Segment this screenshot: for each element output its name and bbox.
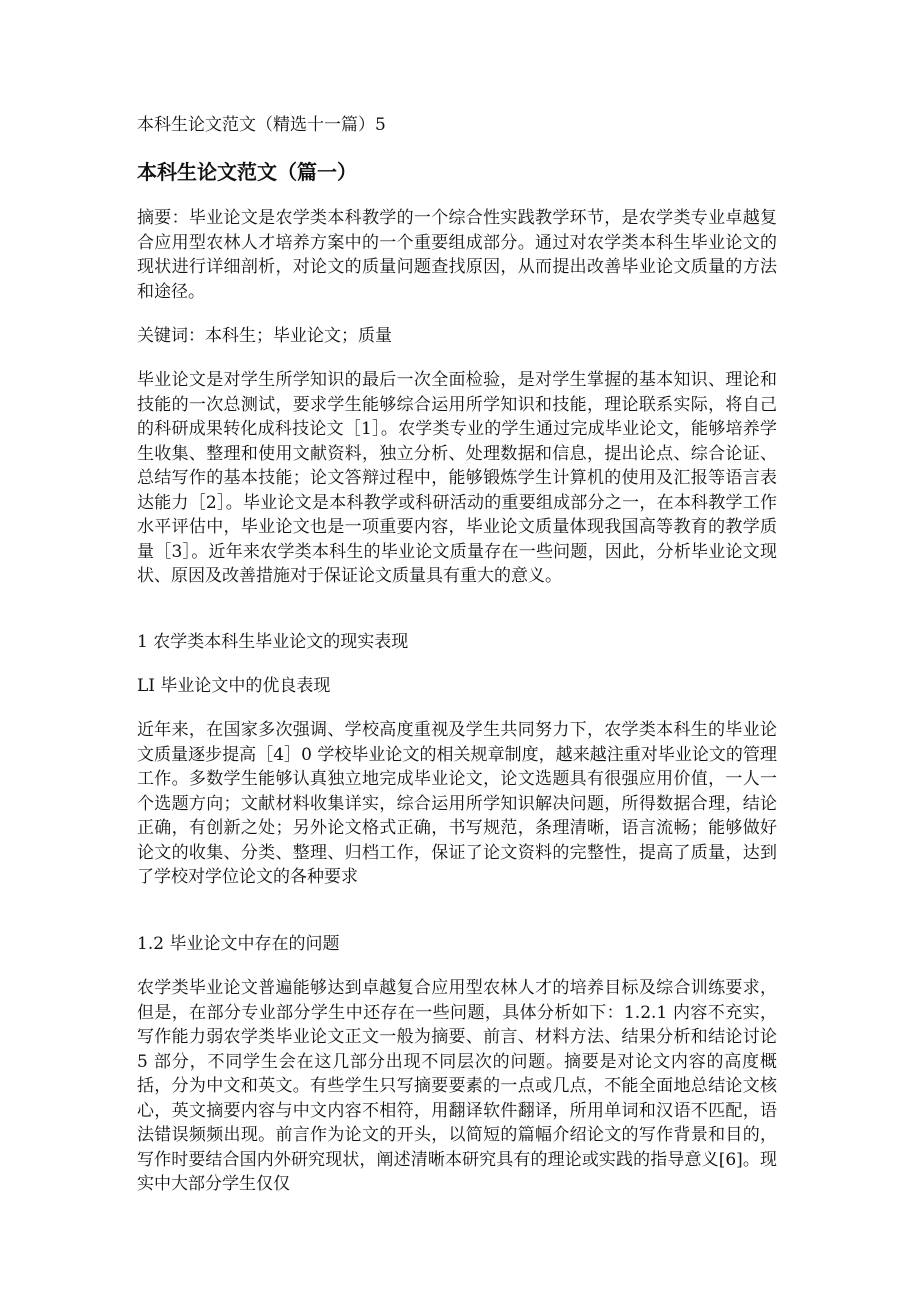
keywords-line: 关键词：本科生；毕业论文；质量 bbox=[137, 326, 392, 346]
section-heading: 本科生论文范文（篇一） bbox=[137, 160, 357, 184]
section-1-2-heading: 1.2 毕业论文中存在的问题 bbox=[137, 934, 340, 954]
abstract-paragraph: 摘要：毕业论文是农学类本科教学的一个综合性实践教学环节，是农学类专业卓越复合应用型农林人才培养方案中的一个重要组成部分。通过对农学类本科生毕业论文的现状进行详细剖析，对论文的质量问题查找原因，从而提出改善毕业论文质量的方法和途径。 bbox=[137, 208, 777, 302]
section-1-1-paragraph: 近年来，在国家多次强调、学校高度重视及学生共同努力下，农学类本科生的毕业论文质量逐步提高［4］0 学校毕业论文的相关规章制度，越来越注重对毕业论文的管理工作。多数学生能够认真独立地完成毕业论文，论文选题具有很强应用价值，一人一个选题方向；文献材料收集详实，综合运用所学知识解决问题，所得数据合理，结论正确，有创新之处；另外论文格式正确，书写规范，条理清晰，语言流畅；能够做好论文的收集、分类、整理、归档工作，保证了论文资料的完整性，提高了质量，达到了学校对学位论文的各种要求 bbox=[137, 720, 777, 887]
section-1-2-paragraph: 农学类毕业论文普遍能够达到卓越复合应用型农林人才的培养目标及综合训练要求，但是，在部分专业部分学生中还存在一些问题，具体分析如下：1.2.1 内容不充实，写作能力弱农学类毕业论文正文一般为摘要、前言、材料方法、结果分析和结论讨论 5 部分，不同学生会在这几部分出现不同层次的问题。摘要是对论文内容的高度概括，分为中文和英文。有些学生只写摘要要素的一点或几点，不能全面地总结论文核心，英文摘要内容与中文内容不相符，用翻译软件翻译，所用单词和汉语不匹配，语法错误频频出现。前言作为论文的开头，以简短的篇幅介绍论文的写作背景和目的，写作时要结合国内外研究现状，阐述清晰本研究具有的理论或实践的指导意义[6]。现实中大部分学生仅仅 bbox=[137, 978, 777, 1194]
section-1-1-heading: LI 毕业论文中的优良表现 bbox=[137, 676, 331, 696]
document-title: 本科生论文范文（精选十一篇）5 bbox=[137, 115, 386, 135]
intro-paragraph: 毕业论文是对学生所学知识的最后一次全面检验，是对学生掌握的基本知识、理论和技能的一次总测试，要求学生能够综合运用所学知识和技能，理论联系实际，将自己的科研成果转化成科技论文［1］。农学类专业的学生通过完成毕业论文，能够培养学生收集、整理和使用文献资料，独立分析、处理数据和信息，提出论点、综合论证、总结写作的基本技能；论文答辩过程中，能够锻炼学生计算机的使用及汇报等语言表达能力［2］。毕业论文是本科教学或科研活动的重要组成部分之一，在本科教学工作水平评估中，毕业论文也是一项重要内容，毕业论文质量体现我国高等教育的教学质量［3］。近年来农学类本科生的毕业论文质量存在一些问题，因此，分析毕业论文现状、原因及改善措施对于保证论文质量具有重大的意义。 bbox=[137, 370, 777, 586]
section-1-heading: 1 农学类本科生毕业论文的现实表现 bbox=[137, 632, 409, 652]
